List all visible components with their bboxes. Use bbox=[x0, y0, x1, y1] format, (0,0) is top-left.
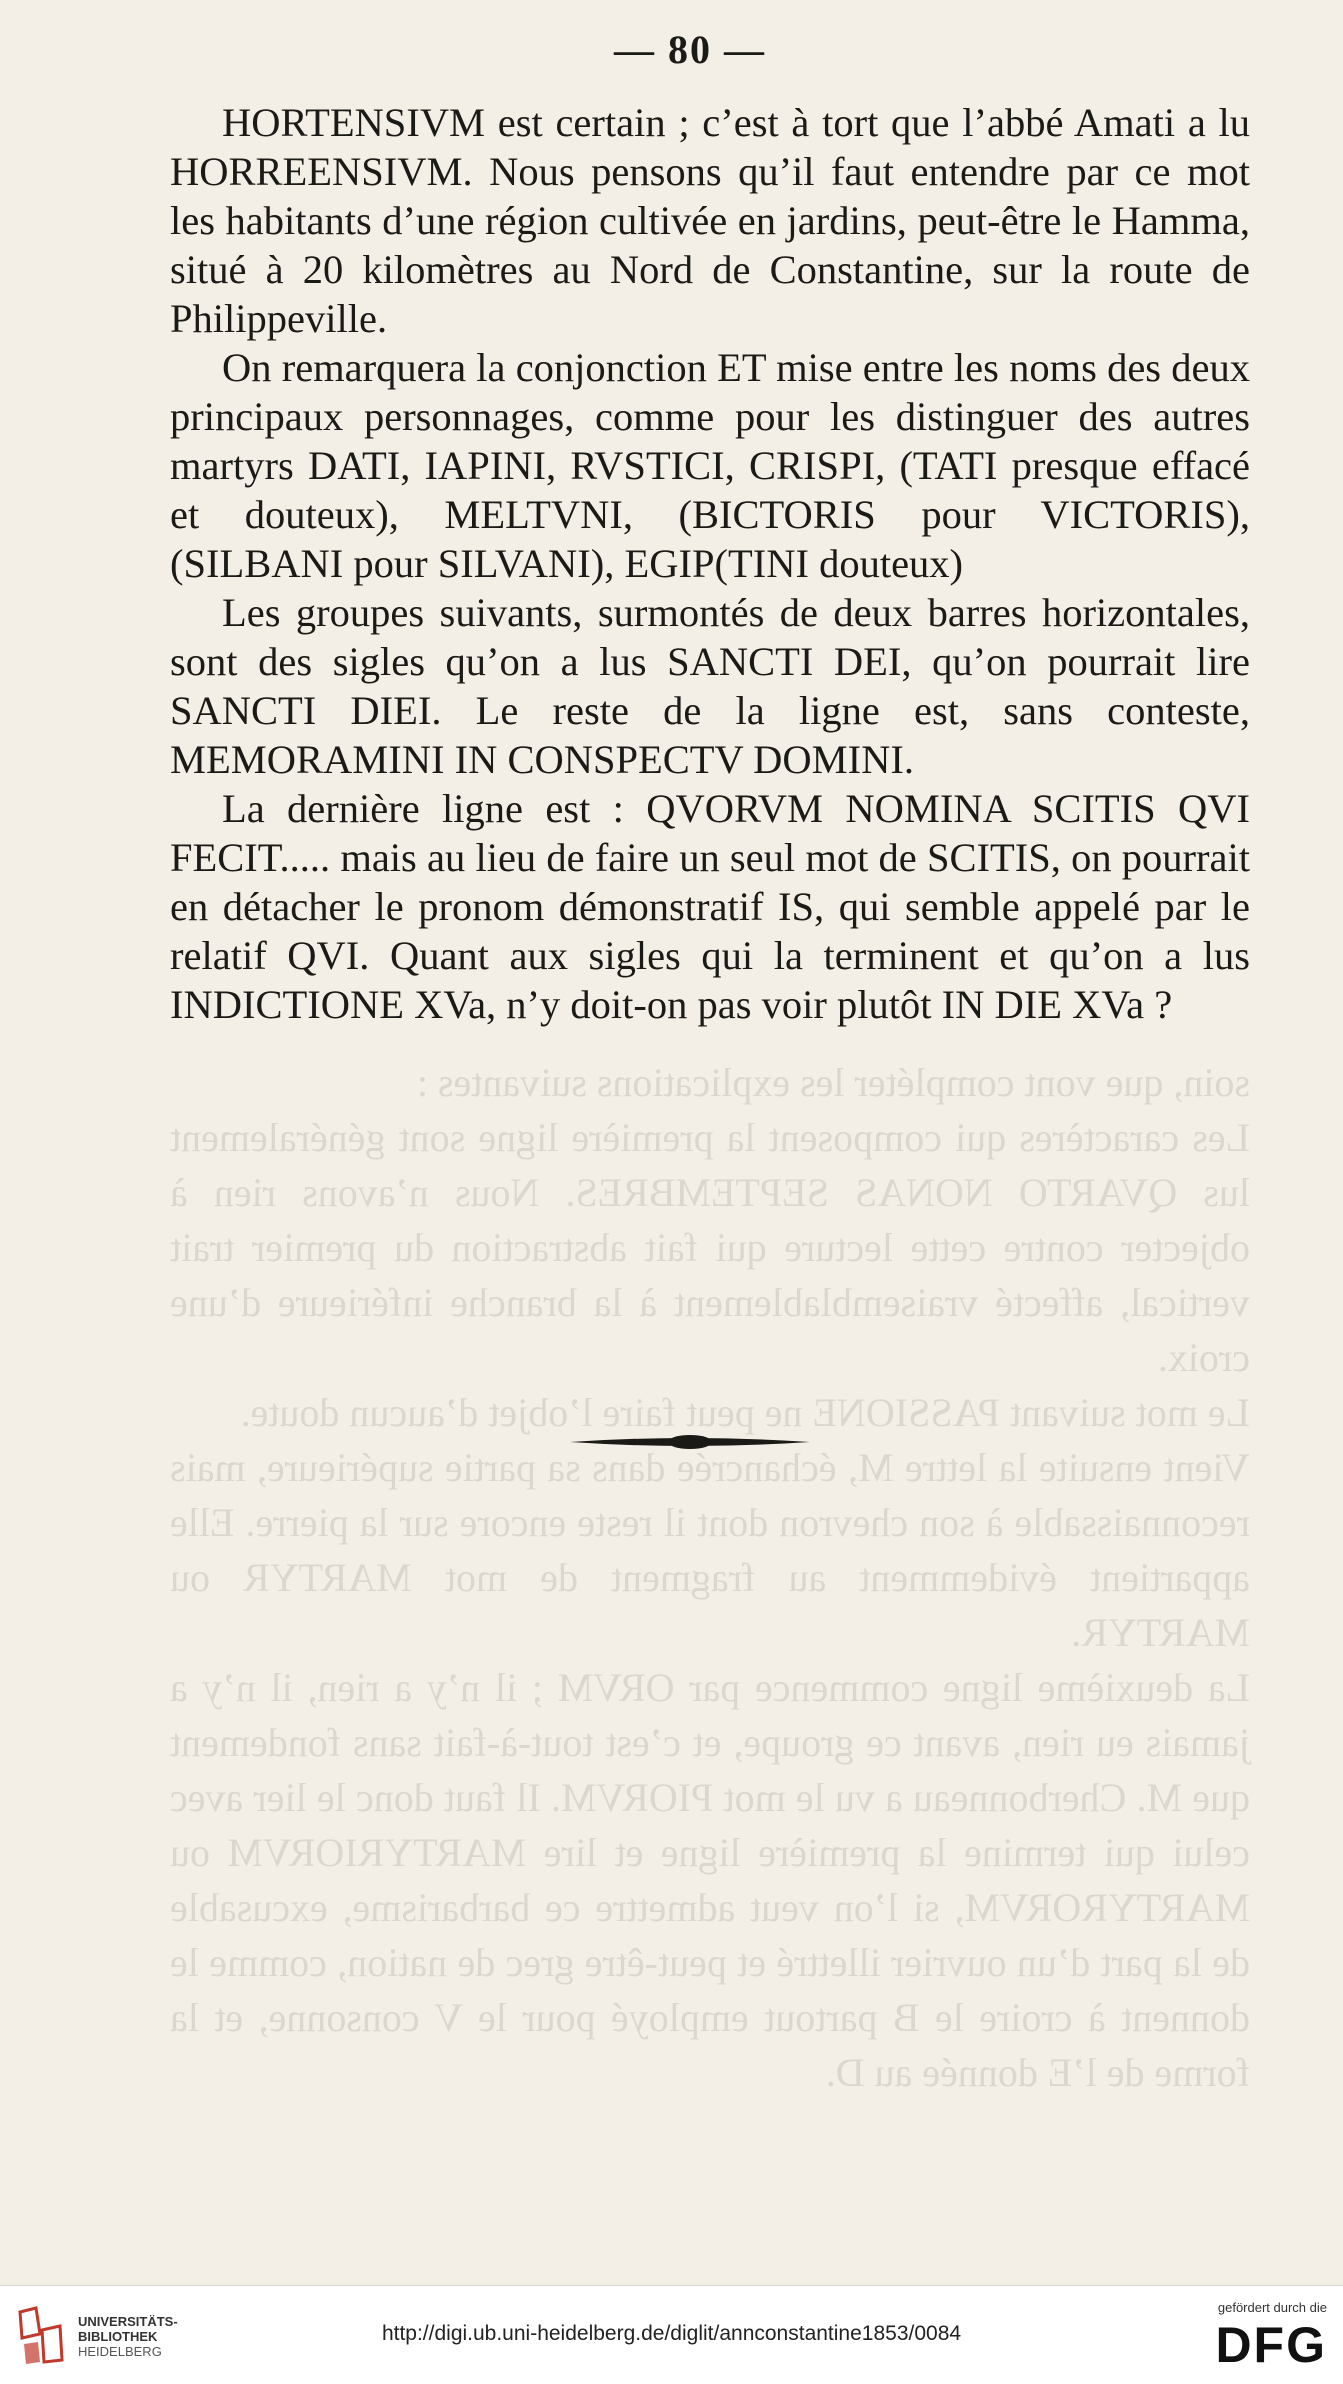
dfg-logo[interactable]: DFG bbox=[1215, 2317, 1327, 2373]
viewer-footer bbox=[0, 2285, 1343, 2384]
sponsor-label: gefördert durch die bbox=[1217, 2300, 1327, 2315]
paragraph-4: La dernière ligne est : QVORVM NOMINA SCITIS QVI FECIT..... mais au lieu de faire un seul mot de SCITIS, on pourrait en détacher le pronom démonstratif IS, qui semble appelé par le relatif QVI. Quant aux sigles qui la terminent et qu’on a lus INDICTIONE XVa, n’y doit-on pas voir plutôt IN DIE XVa ? bbox=[170, 786, 1250, 1027]
page-number: — 80 — bbox=[614, 27, 766, 72]
library-name-line-2: BIBLIOTHEK bbox=[78, 2329, 158, 2344]
section-divider-ornament bbox=[560, 1430, 820, 1454]
permalink-url[interactable]: http://digi.ub.uni-heidelberg.de/diglit/annconstantine1853/0084 bbox=[381, 2322, 962, 2345]
show-through-text: soin, que vont compléter les explications suivantes : Les caractères qui composent la première ligne sont généralement lus QVARTO NONAS SEPTEMBRES. Nous n’avons rien à objecter contre cette lecture qui fait abstraction du premier trait vertical, affecté vraisemblablement à la branche inférieure d’une croix. Le mot suivant PASSIONE ne peut faire l’objet d’aucun doute. Vient ensuite la lettre M, échancrée dans sa partie supérieure, mais reconnaissable à son chevron dont il reste encore sur la pierre. Elle appartient évidemment au fragment de mot MARTYR ou MARTYR. La deuxième ligne commence par ORVM ; il n’y a rien, il n’y a jamais eu rien, avant ce groupe, et c’est tout-à-fait sans fondement que M. Cherbonneau a vu le mot PIORVM. Il faut donc le lier avec celui qui termine la première ligne et lire MARTYRIORVM ou MARTYRORVM, si l’on veut admettre ce barbarisme, excusable de la part d’un ouvrier illettré et peut-être grec de nation, comme le donnent à croire le B partout employé pour le V consonne, et la forme de l’E donnée au D. bbox=[170, 1060, 1250, 2095]
paragraph-1: HORTENSIVM est certain ; c’est à tort que l’abbé Amati a lu HORREENSIVM. Nous pensons qu’il faut entendre par ce mot les habitants d’une région cultivée en jardins, peut-être le Hamma, situé à 20 kilomètres au Nord de Constantine, sur la route de Philippeville. bbox=[170, 100, 1250, 341]
university-library-logo-icon[interactable] bbox=[14, 2304, 66, 2366]
library-name bbox=[78, 2314, 278, 2359]
paragraph-3: Les groupes suivants, surmontés de deux barres horizontales, sont des sigles qu’on a lus SANCTI DEI, qu’on pourrait lire SANCTI DIEI. Le reste de la ligne est, sans conteste, MEMORAMINI IN CONSPECTV DOMINI. bbox=[170, 590, 1250, 782]
paragraph-2: On remarquera la conjonction ET mise entre les noms des deux principaux personnages, comme pour les distinguer des autres martyrs DATI, IAPINI, RVSTICI, CRISPI, (TATI presque effacé et douteux), MELTVNI, (BICTORIS pour VICTORIS), (SILBANI pour SILVANI), EGIP(TINI douteux) bbox=[170, 345, 1250, 586]
library-name-line-3: HEIDELBERG bbox=[78, 2344, 162, 2359]
body-text bbox=[170, 98, 1250, 1029]
library-name-line-1: UNIVERSITÄTS- bbox=[78, 2314, 178, 2329]
